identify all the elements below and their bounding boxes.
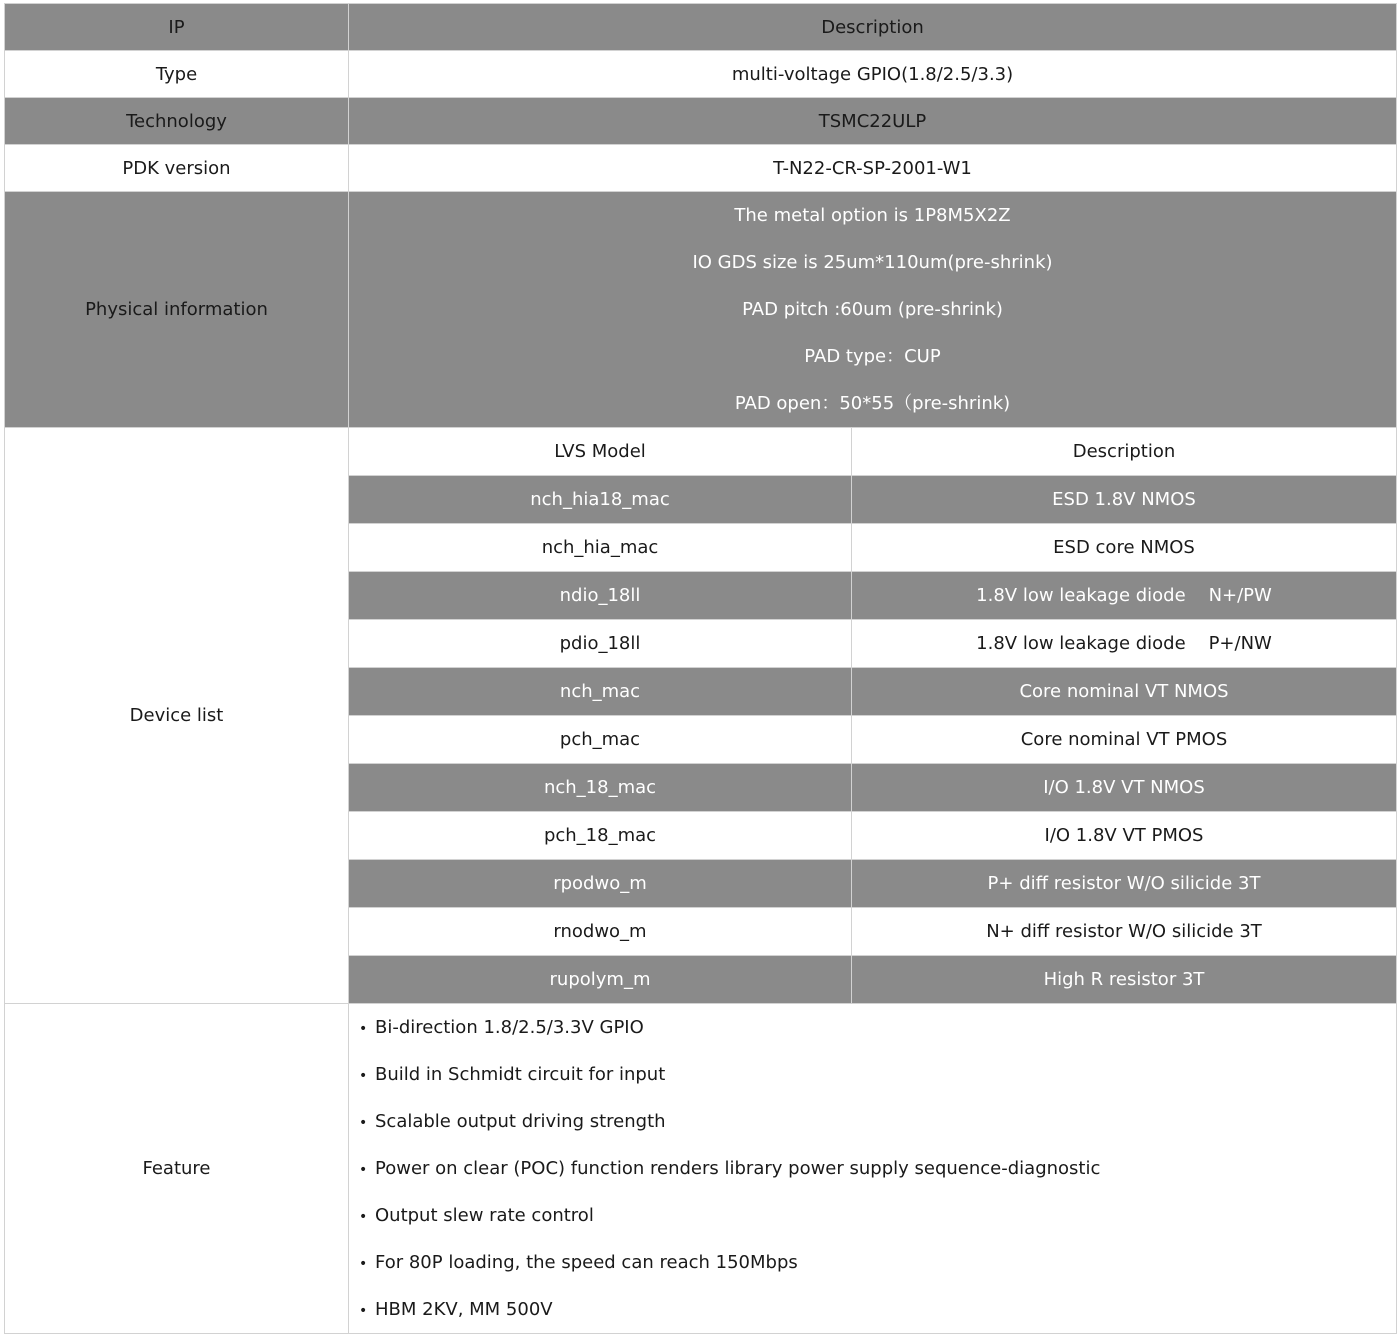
feature-text: Bi-direction 1.8/2.5/3.3V GPIO [375,1017,644,1038]
feature-list [349,1004,1396,1333]
device-description: I/O 1.8V VT NMOS [852,764,1397,812]
device-model: nch_mac [349,668,852,716]
device-model: nch_hia18_mac [349,476,852,524]
header-description: Description [349,4,1397,51]
device-row [349,620,1396,668]
row-feature [5,1004,1397,1334]
device-model: nch_18_mac [349,764,852,812]
device-row [349,572,1396,620]
row-label: PDK version [5,145,349,192]
device-model: ndio_18ll [349,572,852,620]
device-row [349,764,1396,812]
row-label: Physical information [5,192,349,428]
feature-text: HBM 2KV, MM 500V [375,1299,553,1320]
feature-text: Build in Schmidt circuit for input [375,1064,666,1085]
row-label: Technology [5,98,349,145]
ip-spec-table [4,3,1397,1334]
row-label: Device list [5,428,349,1004]
feature-item [359,1004,1396,1051]
device-description: ESD 1.8V NMOS [852,476,1397,524]
header-ip: IP [5,4,349,51]
table-header-row [5,4,1397,51]
bullet-icon: • [359,1115,368,1131]
device-row [349,956,1396,1004]
device-description: 1.8V low leakage diode P+/NW [852,620,1397,668]
physical-info-line: The metal option is 1P8M5X2Z [734,205,1011,226]
row-value: TSMC22ULP [349,98,1397,145]
feature-item [359,1098,1396,1145]
physical-info-values [349,192,1397,428]
bullet-icon: • [359,1021,368,1037]
row-value: T-N22-CR-SP-2001-W1 [349,145,1397,192]
spec-table-container [4,3,1397,1334]
device-description: ESD core NMOS [852,524,1397,572]
device-description: Core nominal VT NMOS [852,668,1397,716]
device-model: rupolym_m [349,956,852,1004]
row-label: Type [5,51,349,98]
row-device-list [5,428,1397,1004]
physical-info-line: PAD pitch :60um (pre-shrink) [742,299,1003,320]
device-model: nch_hia_mac [349,524,852,572]
feature-text: Scalable output driving strength [375,1111,666,1132]
device-model: rpodwo_m [349,860,852,908]
device-row [349,524,1396,572]
device-row [349,860,1396,908]
feature-item [359,1051,1396,1098]
feature-item [359,1286,1396,1333]
row-label: Feature [5,1004,349,1334]
device-row [349,668,1396,716]
row-technology [5,98,1397,145]
device-model: pdio_18ll [349,620,852,668]
device-list-header-row [349,428,1396,476]
device-row [349,812,1396,860]
header-device-description: Description [852,428,1397,476]
physical-info-line: IO GDS size is 25um*110um(pre-shrink) [692,252,1053,273]
row-type [5,51,1397,98]
device-list-table [349,428,1396,1003]
device-model: pch_mac [349,716,852,764]
bullet-icon: • [359,1068,368,1084]
device-model: rnodwo_m [349,908,852,956]
physical-info-line: PAD type：CUP [804,346,941,367]
bullet-icon: • [359,1256,368,1272]
row-pdk-version [5,145,1397,192]
device-description: N+ diff resistor W/O silicide 3T [852,908,1397,956]
device-description: I/O 1.8V VT PMOS [852,812,1397,860]
bullet-icon: • [359,1303,368,1319]
device-description: High R resistor 3T [852,956,1397,1004]
physical-info-line: PAD open：50*55（pre-shrink) [734,393,1011,414]
feature-text: Output slew rate control [375,1205,594,1226]
device-list-cell [349,428,1397,1004]
device-row [349,476,1396,524]
header-lvs-model: LVS Model [349,428,852,476]
row-value: multi-voltage GPIO(1.8/2.5/3.3) [349,51,1397,98]
feature-item [359,1239,1396,1286]
feature-list-cell [349,1004,1397,1334]
device-model: pch_18_mac [349,812,852,860]
row-physical-information [5,192,1397,428]
bullet-icon: • [359,1162,368,1178]
bullet-icon: • [359,1209,368,1225]
feature-item [359,1145,1396,1192]
device-description: Core nominal VT PMOS [852,716,1397,764]
device-row [349,908,1396,956]
device-row [349,716,1396,764]
feature-text: Power on clear (POC) function renders library power supply sequence-diagnostic [375,1158,1101,1179]
feature-text: For 80P loading, the speed can reach 150Mbps [375,1252,798,1273]
device-description: P+ diff resistor W/O silicide 3T [852,860,1397,908]
device-description: 1.8V low leakage diode N+/PW [852,572,1397,620]
feature-item [359,1192,1396,1239]
